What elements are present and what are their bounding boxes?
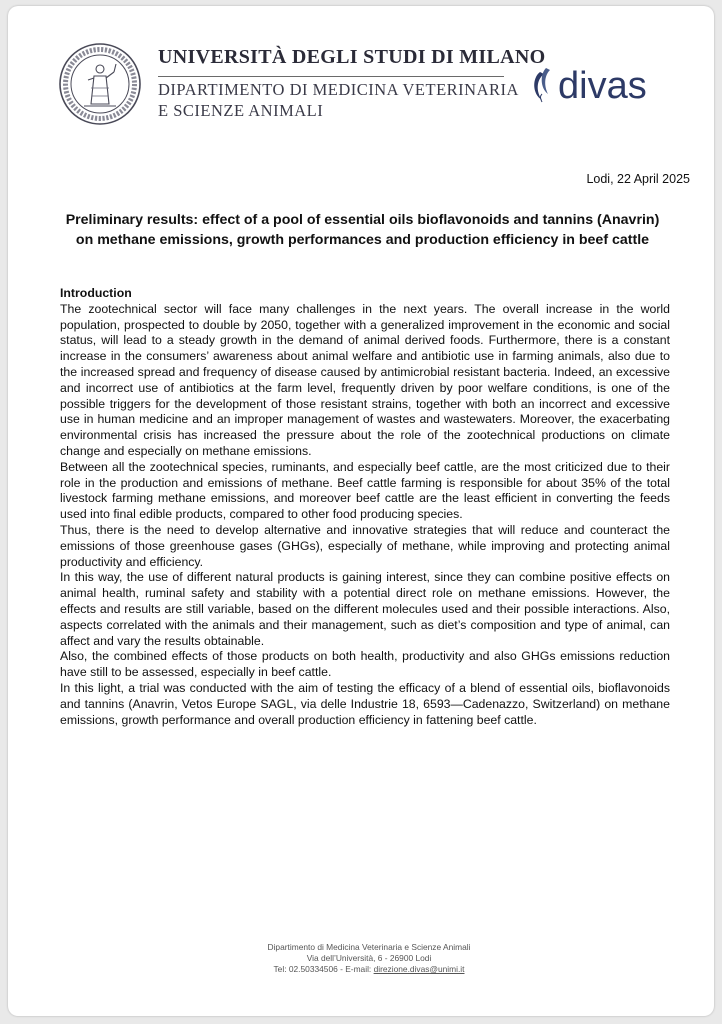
divas-logo [530, 58, 680, 112]
university-seal-icon [58, 42, 142, 126]
department-name-line1: DIPARTIMENTO DI MEDICINA VETERINARIA [158, 80, 519, 99]
university-name: UNIVERSITÀ DEGLI STUDI DI MILANO [158, 46, 546, 68]
document-title: Preliminary results: effect of a pool of essential oils bioflavonoids and tannins (Anavrin) on methane emissions, growth performances and production efficiency in beef cattle [65, 212, 660, 248]
department-name-line2: E SCIENZE ANIMALI [158, 101, 324, 120]
paragraph: Also, the combined effects of those products on both health, productivity and also GHGs emissions reduction have still to be assessed, especially in beef cattle. [60, 649, 670, 680]
paragraph: Thus, there is the need to develop alternative and innovative strategies that will reduce and counteract the emissions of those greenhouse gases (GHGs), especially of methane, while improving and protecting animal productivity and efficiency. [60, 522, 670, 569]
footer-email-link[interactable]: direzione.divas@unimi.it [373, 964, 465, 974]
document-date: Lodi, 22 April 2025 [586, 172, 690, 186]
document-page [8, 6, 714, 1016]
section-heading: Introduction [60, 286, 132, 300]
header-divider [158, 76, 504, 77]
paragraph: In this way, the use of different natural products is gaining interest, since they can combine positive effects on animal health, ruminal safety and stability with a potential direct role on methane emissions. However, the effects and results are still variable, based on the different molecules used and their possible interactions. Also, aspects correlated with the animals and their management, such as diet’s composition and type of animal, can affect and vary the results obtainable. [60, 570, 670, 648]
footer-phone: Tel: 02.50334506 - E-mail: [273, 964, 374, 974]
footer-department: Dipartimento di Medicina Veterinaria e Scienze Animali [267, 942, 471, 952]
footer-contact [8, 964, 714, 975]
paragraph: The zootechnical sector will face many challenges in the next years. The overall increase in the world population, prospected to double by 2050, together with a generalized improvement in the economic and social status, will lead to a steady growth in the demand of animal derived foods. Furthermore, there is a constant increase in the consumers’ awareness about animal welfare and antibiotic use in farming animals, also due to the increased spread and frequency of disease caused by antimicrobial resistant bacteria. Indeed, an excessive and incorrect use of antibiotics at the farm level, frequently driven by poor welfare conditions, is one of the possible triggers for the development of those resistant strains, together with both an incorrect and excessive use in human medicine and an improper management of wastes and wastewaters. Moreover, the exacerbating environmental crisis has increased the pressure about the role of the zootechnical productions on climate change and especially on methane emissions. [60, 301, 670, 458]
divas-logo-text: divas [558, 65, 647, 107]
footer-address: Via dell’Università, 6 - 26900 Lodi [306, 953, 432, 963]
page-footer [8, 942, 714, 975]
document-body [60, 286, 670, 728]
paragraph: Between all the zootechnical species, ruminants, and especially beef cattle, are the most criticized due to their role in the production and emissions of methane. Beef cattle farming is responsible for about 35% of the total livestock farming methane emissions, and moreover beef cattle are the least efficient in converting the feeds used into final edible products, compared to other food producing species. [60, 459, 670, 522]
paragraph: In this light, a trial was conducted with the aim of testing the efficacy of a blend of essential oils, bioflavonoids and tannins (Anavrin, Vetos Europe SAGL, via delle Industrie 18, 6593—Cadenazzo, Switzerland) on methane emissions, growth performance and overall production efficiency in fattening beef cattle. [60, 680, 670, 727]
